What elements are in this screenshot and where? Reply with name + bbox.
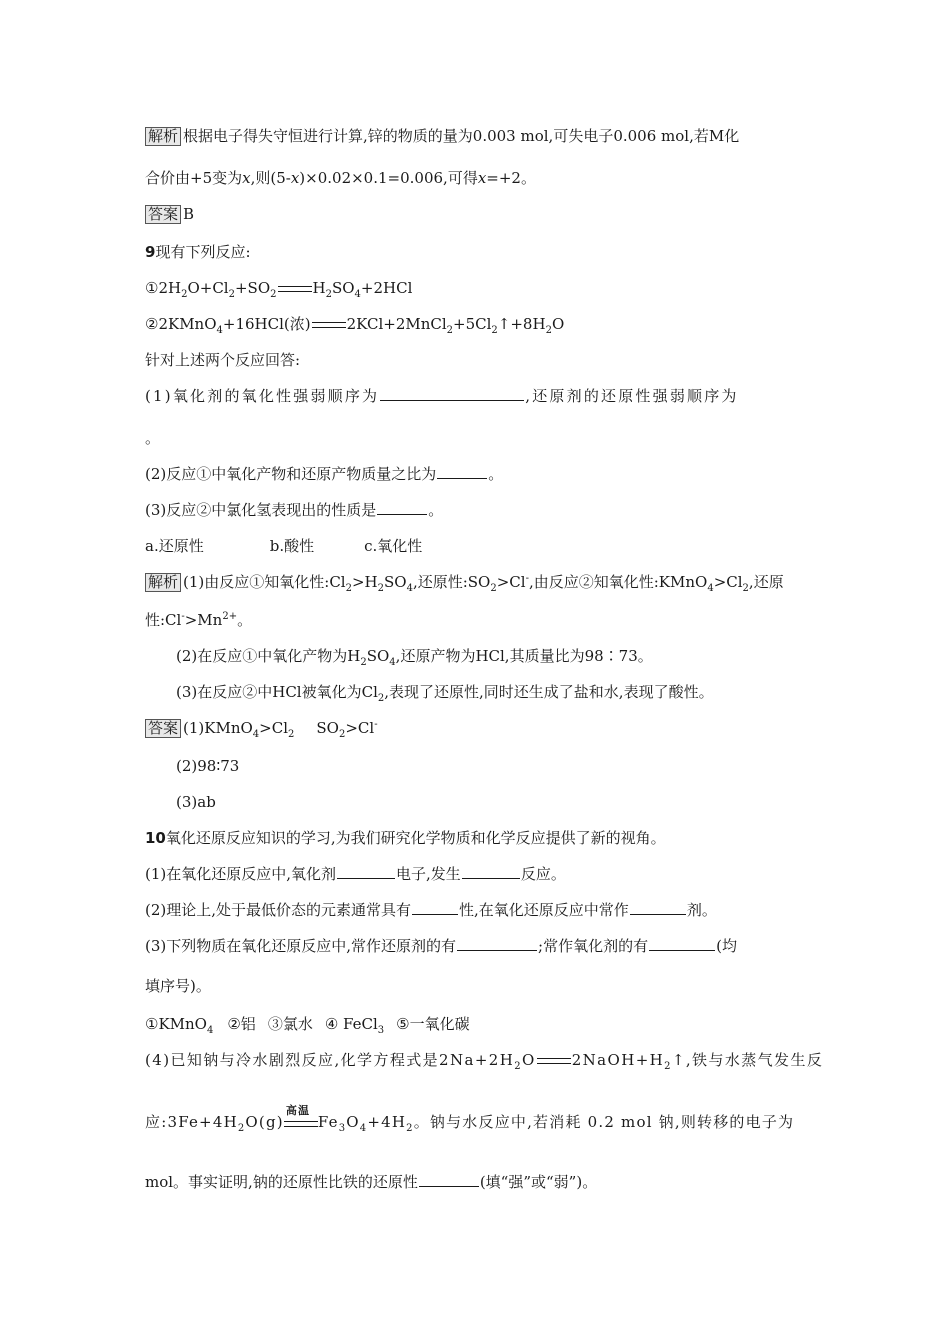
formula-text: H [312,279,326,297]
item-4: ④ FeCl [324,1015,378,1033]
subscript: 4 [216,325,223,336]
equals-sign [284,1121,318,1127]
variable-x: x [477,169,487,187]
q10-part-3 [145,936,737,956]
question-text: 。 [145,429,161,447]
option-c: c.氧化性 [364,537,423,555]
q10-items [145,1014,470,1034]
item-1: ①KMnO [145,1015,207,1033]
q9-part-3 [145,500,443,520]
answer-text: (2)98∶73 [176,757,240,775]
subscript: 2 [345,583,352,594]
option-b: b.酸性 [269,537,315,555]
question-stem: 氧化还原反应知识的学习,为我们研究化学物质和化学反应提供了新的视角。 [165,829,666,847]
q10-part-4-end [145,1172,597,1192]
q8-analysis-line-1 [145,126,739,146]
answer-text: B [183,205,195,223]
question-text: O [346,1113,360,1131]
subscript: 2 [288,729,295,740]
formula-text: 2KMnO [158,315,217,333]
question-text: ↑,铁与水蒸气发生反 [671,1051,824,1069]
analysis-text: (1)由反应①知氧化性:Cl [183,573,346,591]
q9-analysis-line-2 [145,610,252,630]
superscript: 2+ [222,611,238,622]
subscript: 4 [354,289,361,300]
subscript: 2 [664,1061,672,1072]
subscript: 2 [491,325,498,336]
subscript: 2 [237,1123,246,1134]
q9-answer-line-3 [176,792,216,812]
analysis-text: 性:Cl [145,611,182,629]
analysis-text: =+2。 [486,169,536,187]
subscript: 4 [406,583,413,594]
q8-answer-line [145,204,194,224]
analysis-text: SO [384,573,407,591]
question-text: (均 [716,937,737,955]
subscript: 2 [545,325,552,336]
question-text: O [522,1051,536,1069]
option-a: a.还原性 [145,537,204,555]
answer-text: >Cl [259,719,289,737]
answer-blank[interactable] [437,464,487,479]
subscript: 4 [707,583,714,594]
question-text: mol。事实证明,钠的还原性比铁的还原性 [145,1173,418,1191]
analysis-text: 根据电子得失守恒进行计算,锌的物质的量为0.003 mol,可失电子0.006 mol,若M化 [183,127,740,145]
q9-analysis-line-3 [176,646,653,666]
equals-sign [312,322,346,328]
equals-sign [278,286,312,292]
question-text: 应:3Fe+4H [145,1113,238,1131]
subscript: 2 [446,325,454,336]
equals-sign [537,1058,571,1064]
question-text: (1)在氧化还原反应中,氧化剂 [145,865,337,883]
subscript: 2 [325,289,332,300]
q10-part-4-cont [145,1104,795,1134]
answer-blank[interactable] [649,936,715,951]
superscript: - [374,719,378,730]
question-text: (4)已知钠与冷水剧烈反应,化学方程式是2Na+2H [145,1051,515,1069]
subscript: 2 [377,583,384,594]
question-text: ;常作氧化剂的有 [538,937,649,955]
reaction-marker: ① [145,279,159,297]
question-text: 填序号)。 [145,977,211,995]
answer-text: SO [316,719,339,737]
q9-reaction-2 [145,314,564,334]
answer-blank[interactable] [412,900,458,915]
answer-blank[interactable] [377,500,427,515]
analysis-text: ,表现了还原性,同时还生成了盐和水,表现了酸性。 [384,683,714,701]
question-text: O(g) [245,1113,284,1131]
question-text: 。 [428,501,444,519]
question-text: 电子,发生 [396,865,461,883]
subscript: 2 [181,289,188,300]
analysis-text: >H [351,573,378,591]
analysis-tag: 解析 [145,573,181,592]
condition-label: 高温 [285,1104,311,1117]
question-stem: 现有下列反应: [155,243,251,261]
analysis-tag: 解析 [145,127,181,146]
answer-blank[interactable] [337,864,395,879]
answer-blank[interactable] [380,386,524,401]
answer-tag: 答案 [145,205,181,224]
question-number: 9 [145,243,156,261]
question-text: (2)理论上,处于最低价态的元素通常具有 [145,901,412,919]
analysis-text: (2)在反应①中氧化产物为H [176,647,361,665]
item-5: ⑤一氧化碳 [396,1015,470,1033]
q10-part-1 [145,864,566,884]
analysis-text: >Cl [713,573,743,591]
q9-part-1 [145,386,739,406]
question-text: Fe [317,1113,339,1131]
answer-blank[interactable] [630,900,686,915]
analysis-text: ,还原 [748,573,784,591]
subscript: 4 [252,729,260,740]
analysis-text: )×0.02×0.1=0.006,可得 [299,169,478,187]
formula-text: 2H [158,279,182,297]
analysis-text: (3)在反应②中HCl被氧化为Cl [176,683,378,701]
q9-analysis-line-1 [145,572,784,592]
subscript: 4 [389,657,396,668]
analysis-text: ,则(5- [250,169,291,187]
question-text: ,还原剂的还原性强弱顺序为 [525,387,739,405]
q10-part-3-cont [145,976,211,996]
subscript: 4 [359,1123,368,1134]
subscript: 2 [338,729,346,740]
analysis-text: ,还原产物为HCl,其质量比为98∶73。 [395,647,653,665]
q10-part-2 [145,900,717,920]
analysis-text: 合价由+5变为 [145,169,243,187]
formula-text: O [551,315,565,333]
question-text: (1)氧化剂的氧化性强弱顺序为 [145,387,380,405]
item-2: ②铝 [227,1015,256,1033]
question-text: 反应。 [520,865,566,883]
formula-text: +16HCl(浓) [222,315,311,333]
subscript: 2 [490,583,497,594]
formula-text: 2KCl+2MnCl [346,315,447,333]
analysis-text: ,由反应②知氧化性:KMnO [528,573,708,591]
lead-text: 针对上述两个反应回答: [145,351,301,369]
subscript: 2 [406,1123,414,1134]
answer-text: (1)KMnO [183,719,253,737]
q9-part-1-cont [145,428,160,448]
answer-blank[interactable] [457,936,537,951]
formula-text: SO [331,279,355,297]
subscript: 2 [377,693,385,704]
q10-part-4 [145,1050,823,1070]
variable-x: x [290,169,300,187]
question-text: 。 [488,465,504,483]
variable-x: x [242,169,251,187]
answer-text: (3)ab [176,793,216,811]
analysis-text: SO [366,647,390,665]
subscript: 2 [270,289,277,300]
question-text: 剂。 [686,901,717,919]
question-text: (2)反应①中氧化产物和还原产物质量之比为 [145,465,437,483]
answer-blank[interactable] [462,864,520,879]
q10-stem [145,828,666,848]
analysis-text: >Mn [184,611,223,629]
q9-answer-line-1 [145,718,378,738]
subscript: 2 [514,1061,522,1072]
subscript: 3 [338,1123,347,1134]
subscript: 2 [360,657,367,668]
subscript: 3 [377,1025,385,1036]
question-text: 性,在氧化还原反应中常作 [459,901,629,919]
q8-analysis-line-2 [145,168,536,188]
question-text: +4H [367,1113,407,1131]
analysis-text: >Cl [496,573,526,591]
answer-tag: 答案 [145,719,181,738]
q9-lead [145,350,300,370]
formula-text: +2HCl [360,279,413,297]
q9-answer-line-2 [176,756,239,776]
q9-reaction-1 [145,278,412,298]
formula-text: +5Cl [453,315,492,333]
superscript: - [181,611,185,622]
superscript: - [525,573,529,584]
item-3: ③氯水 [267,1015,313,1033]
formula-text: +SO [234,279,271,297]
answer-blank[interactable] [419,1172,479,1187]
formula-text: ↑+8H [497,315,546,333]
question-text: (填“强”或“弱”)。 [479,1173,598,1191]
answer-text: >Cl [345,719,375,737]
q9-part-2 [145,464,503,484]
subscript: 2 [742,583,749,594]
reaction-marker: ② [145,315,159,333]
formula-text: O+Cl [187,279,229,297]
high-temperature-equals [284,1104,318,1128]
subscript: 2 [228,289,235,300]
question-text: (3)反应②中氯化氢表现出的性质是 [145,501,377,519]
question-number: 10 [145,829,166,847]
q9-stem [145,242,251,262]
analysis-text: ,还原性:SO [412,573,491,591]
q9-analysis-line-4 [176,682,714,702]
question-text: 。钠与水反应中,若消耗 0.2 mol 钠,则转移的电子为 [413,1113,795,1131]
question-text: 2NaOH+H [571,1051,665,1069]
analysis-text: 。 [237,611,253,629]
q9-options [145,536,422,556]
question-text: (3)下列物质在氧化还原反应中,常作还原剂的有 [145,937,457,955]
subscript: 4 [206,1025,214,1036]
